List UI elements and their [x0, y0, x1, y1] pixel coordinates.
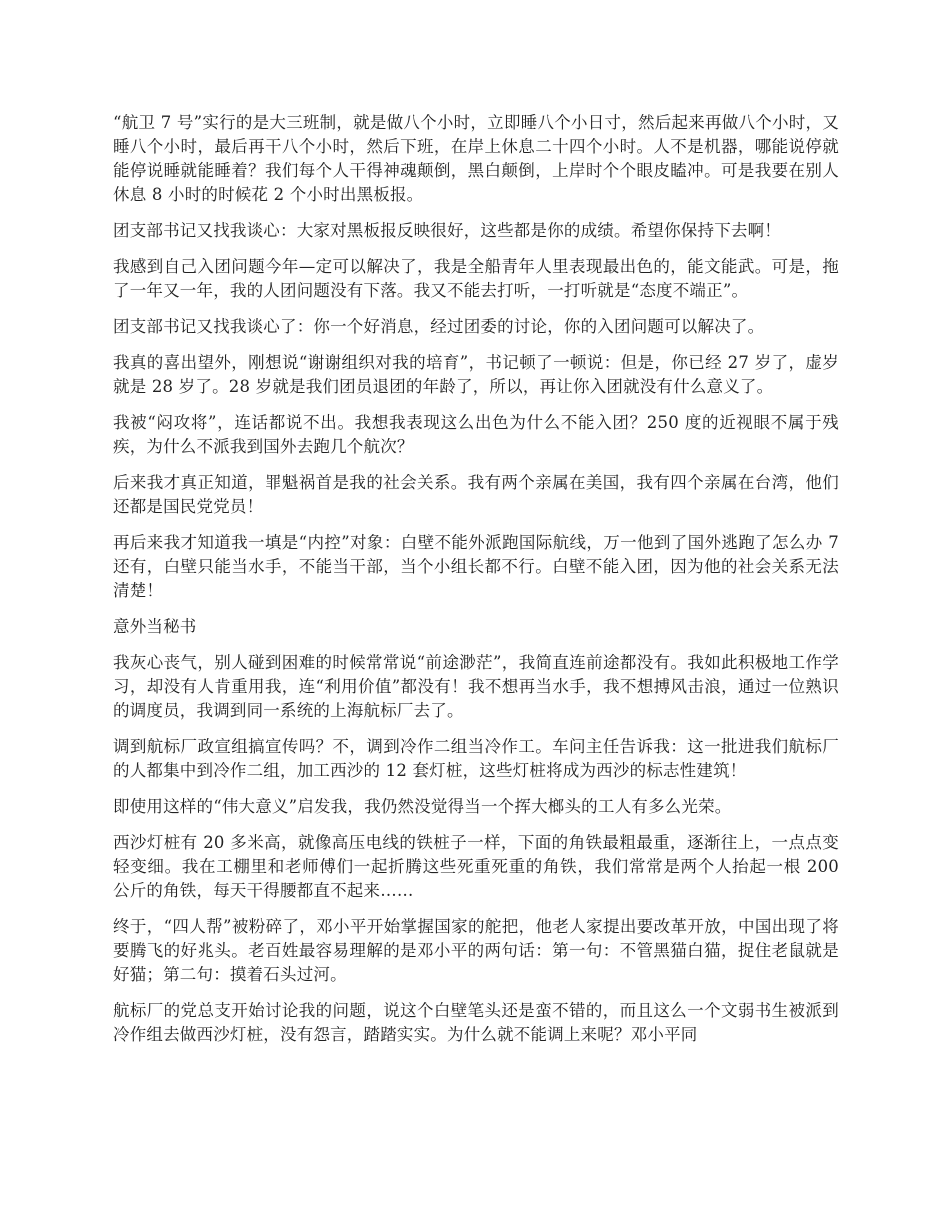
paragraph: 我真的喜出望外，刚想说“谢谢组织对我的培育”，书记顿了一顿说：但是，你已经 27 岁了，虚岁就是 28 岁了。28 岁就是我们团员退团的年龄了，所以，再让你入团就没有什么意义了。 [113, 353, 839, 396]
paragraph: 即使用这样的“伟大意义”启发我，我仍然没觉得当一个挥大榔头的工人有多么光荣。 [113, 797, 732, 816]
paragraph: 再后来我才知道我一填是“内控”对象：白壁不能外派跑国际航线，万一他到了国外逃跑了怎么办 7 还有，白壁只能当水手，不能当干部，当个小组长都不行。白壁不能入团，因为他的社会关系无法清楚！ [113, 533, 839, 600]
paragraph: 后来我才真正知道，罪魁祸首是我的社会关系。我有两个亲属在美国，我有四个亲属在台湾，他们还都是国民党党员！ [113, 473, 839, 516]
paragraph: 我灰心丧气，别人碰到困难的时候常常说“前途渺茫”，我简直连前途都没有。我如此积极地工作学习，却没有人肯重用我，连“利用价值”都没有！我不想再当水手，我不想搏风击浪，通过一位熟识的调度员，我调到同一系统的上海航标厂去了。 [113, 653, 839, 720]
document-page [113, 111, 839, 1059]
paragraph: 我感到自己入团问题今年—定可以解决了，我是全船青年人里表现最出色的，能文能武。可是，拖了一年又一年，我的人团问题没有下落。我又不能去打听，一打听就是“态度不端正”。 [113, 257, 839, 300]
paragraph: 西沙灯桩有 20 多米高，就像高压电线的铁桩子一样，下面的角铁最粗最重，逐渐往上，一点点变轻变细。我在工棚里和老师傅们一起折腾这些死重死重的角铁，我们常常是两个人抬起一根 200 公斤的角铁，每天干得腰都直不起来…… [113, 833, 839, 900]
paragraph: “航卫 7 号”实行的是大三班制，就是做八个小时，立即睡八个小日寸，然后起来再做八个小时，又睡八个小时，最后再干八个小时，然后下班，在岸上休息二十四个小时。人不是机器，哪能说停就能停说睡就能睡着？我们每个人干得神魂颠倒，黑白颠倒，上岸时个个眼皮瞌冲。可是我要在别人休息 8 小时的时候花 2 个小时出黑板报。 [113, 113, 839, 204]
paragraph: 终于，“四人帮”被粉碎了，邓小平开始掌握国家的舵把，他老人家提出要改革开放，中国出现了将要腾飞的好兆头。老百姓最容易理解的是邓小平的两句话：第一句：不管黑猫白猫，捉住老鼠就是好猫；第二句：摸着石头过河。 [113, 917, 839, 984]
paragraph: 调到航标厂政宣组搞宣传吗？不，调到冷作二组当冷作工。车问主任告诉我：这一批进我们航标厂的人都集中到冷作二组，加工西沙的 12 套灯桩，这些灯桩将成为西沙的标志性建筑！ [113, 737, 839, 780]
section-heading: 意外当秘书 [113, 617, 197, 636]
paragraph: 团支部书记又找我谈心：大家对黑板报反映很好，这些都是你的成绩。希望你保持下去啊！ [113, 221, 781, 240]
paragraph: 航标厂的党总支开始讨论我的问题，说这个白壁笔头还是蛮不错的，而且这么一个文弱书生被派到冷作组去做西沙灯桩，没有怨言，踏踏实实。为什么就不能调上来呢？邓小平同 [113, 1001, 839, 1044]
paragraph: 团支部书记又找我谈心了：你一个好消息，经过团委的讨论，你的入团问题可以解决了。 [113, 317, 765, 336]
paragraph: 我被“闷攻将”，连话都说不出。我想我表现这么出色为什么不能入团？250 度的近视眼不属于残疾，为什么不派我到国外去跑几个航次？ [113, 413, 839, 456]
